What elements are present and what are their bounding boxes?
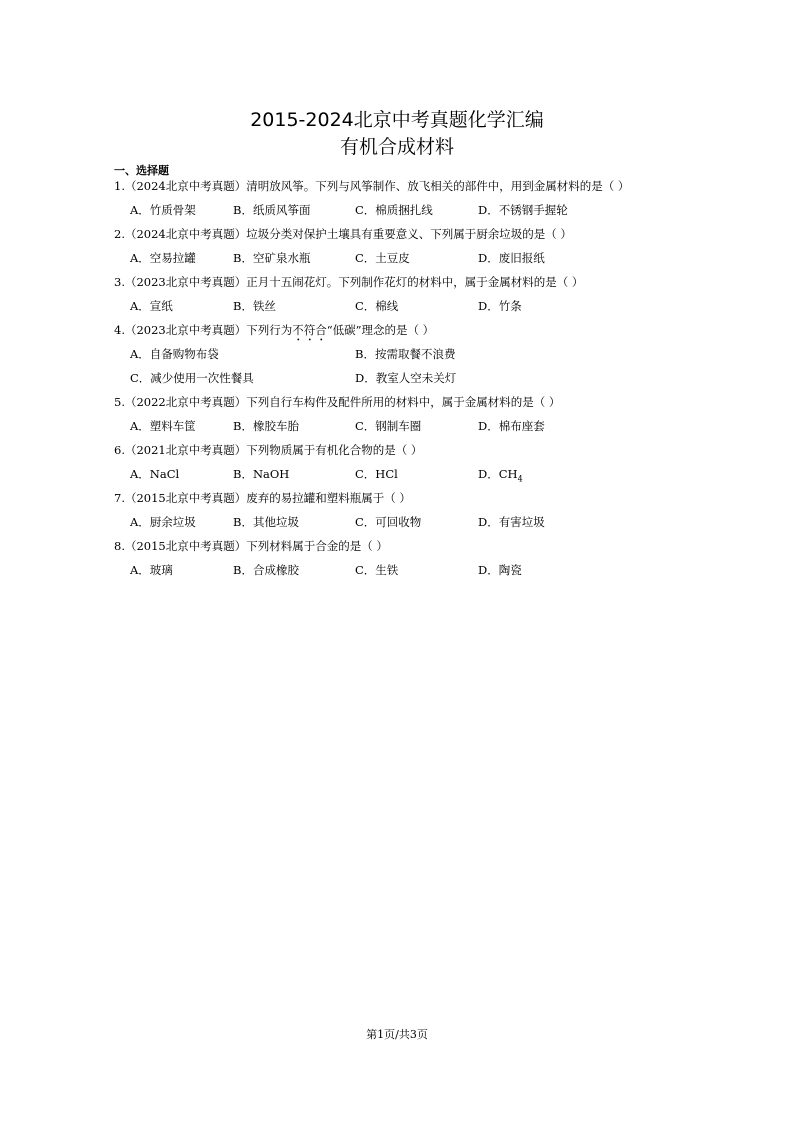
document-title: 2015-2024北京中考真题化学汇编: [250, 109, 544, 131]
question-8-option-d: D．陶瓷: [478, 563, 522, 577]
question-4-option-c: C．减少使用一次性餐具: [130, 371, 254, 385]
question-8-option-c: C．生铁: [355, 563, 399, 577]
question-8-stem: 8.（2015北京中考真题）下列材料属于合金的是（ ）: [114, 539, 388, 553]
question-7-option-a: A．厨余垃圾: [130, 515, 196, 529]
question-6-option-a: A．NaCl: [130, 467, 180, 481]
question-4-emphasis: 不符合: [292, 323, 327, 337]
question-6-option-d-text: D．CH: [478, 467, 518, 481]
question-5-option-c: C．钢制车圈: [355, 419, 422, 433]
question-2-option-d: D．废旧报纸: [478, 251, 545, 265]
question-5-option-d: D．棉布座套: [478, 419, 545, 433]
question-4-stem-pre: 4.（2023北京中考真题）下列行为: [114, 323, 293, 337]
question-4-stem: [114, 323, 434, 344]
question-1-option-c: C．棉质捆扎线: [355, 203, 433, 217]
question-3-option-d: D．竹条: [478, 299, 522, 313]
question-3-option-b: B．铁丝: [233, 299, 276, 313]
question-6-option-d-subscript: 4: [517, 474, 523, 484]
question-2-option-a: A．空易拉罐: [130, 251, 196, 265]
question-4-option-d: D．教室人空未关灯: [355, 371, 457, 385]
question-4-option-b: B．按需取餐不浪费: [355, 347, 456, 361]
question-7-option-c: C．可回收物: [355, 515, 422, 529]
question-3-option-c: C．棉线: [355, 299, 399, 313]
question-2-option-b: B．空矿泉水瓶: [233, 251, 311, 265]
question-5-option-a: A．塑料车筐: [130, 419, 196, 433]
question-4-option-a: A．自备购物布袋: [130, 347, 219, 361]
question-5-option-b: B．橡胶车胎: [233, 419, 299, 433]
question-8-option-a: A．玻璃: [130, 563, 173, 577]
question-2-option-c: C．土豆皮: [355, 251, 410, 265]
question-5-stem: 5.（2022北京中考真题）下列自行车构件及配件所用的材料中，属于金属材料的是（ ）: [114, 395, 561, 409]
question-8-option-b: B．合成橡胶: [233, 563, 299, 577]
question-1-option-a: A．竹质骨架: [130, 203, 196, 217]
question-6-stem: 6.（2021北京中考真题）下列物质属于有机化合物的是（ ）: [114, 443, 423, 457]
question-7-option-b: B．其他垃圾: [233, 515, 299, 529]
question-1-option-b: B．纸质风筝面: [233, 203, 311, 217]
question-4-stem-post: “低碳”理念的是（ ）: [326, 323, 435, 337]
document-subtitle: 有机合成材料: [339, 136, 454, 158]
question-2-stem: 2.（2024北京中考真题）垃圾分类对保护土壤具有重要意义、下列属于厨余垃圾的是（ ）: [114, 227, 572, 241]
question-6-option-b: B．NaOH: [233, 467, 290, 481]
page-footer: 第1页/共3页: [366, 1028, 428, 1041]
question-3-stem: 3.（2023北京中考真题）正月十五闹花灯。下列制作花灯的材料中，属于金属材料的是（ ）: [114, 275, 584, 289]
question-3-option-a: A．宣纸: [130, 299, 173, 313]
question-1-stem: 1.（2024北京中考真题）清明放风筝。下列与风筝制作、放飞相关的部件中，用到金属材料的是（ ）: [114, 179, 630, 193]
question-7-option-d: D．有害垃圾: [478, 515, 545, 529]
question-6-option-d: [478, 467, 523, 486]
question-7-stem: 7.（2015北京中考真题）废弃的易拉罐和塑料瓶属于（ ）: [114, 491, 411, 505]
section-heading: 一、选择题: [114, 164, 169, 177]
question-6-option-c: C．HCl: [355, 467, 398, 481]
question-1-option-d: D．不锈钢手握轮: [478, 203, 568, 217]
